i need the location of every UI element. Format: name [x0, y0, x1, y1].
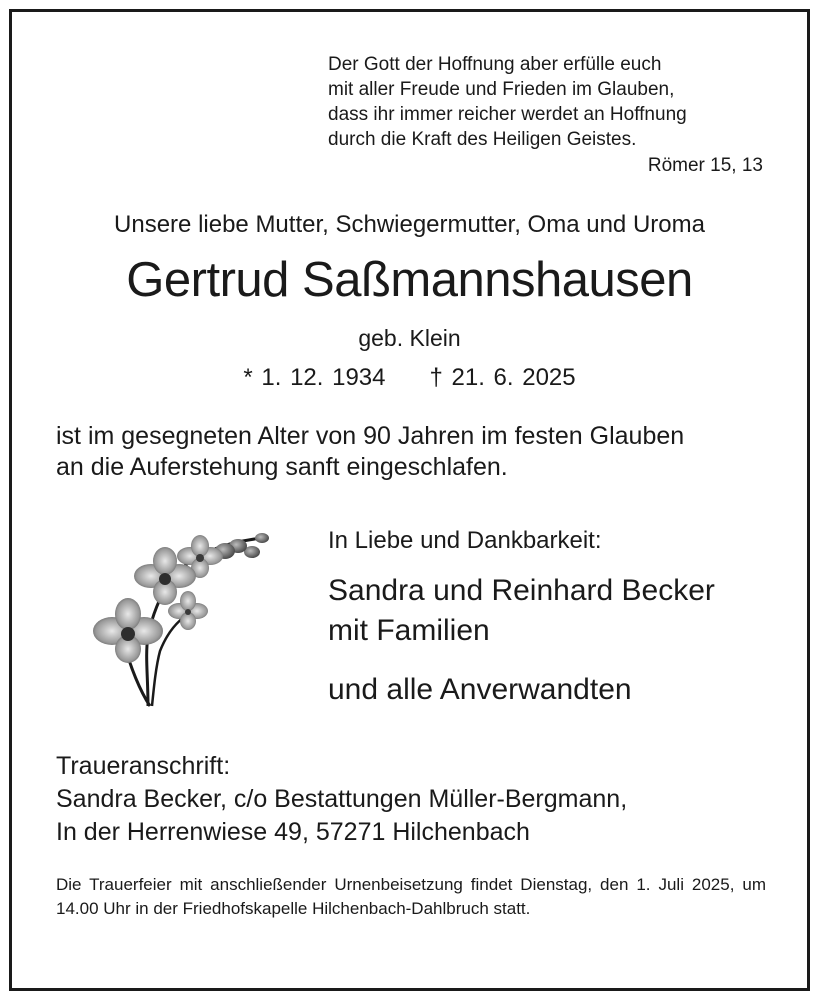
birth-date: * 1. 12. 1934: [243, 364, 386, 391]
verse-line: durch die Kraft des Heiligen Geistes.: [328, 129, 637, 150]
family-line: Sandra und Reinhard Becker: [328, 574, 715, 607]
death-date: † 21. 6. 2025: [429, 364, 576, 391]
funeral-notice: Die Trauerfeier mit anschließender Urnenbeisetzung findet Dienstag, den 1. Juli 2025, um 14.00 Uhr in der Friedhofskapelle Hilchenbach-Dahlbruch statt.: [56, 875, 766, 918]
verse-reference: Römer 15, 13: [647, 155, 763, 176]
maiden-name: geb. Klein: [358, 325, 461, 351]
orchid-icon: [90, 526, 280, 711]
family-line: mit Familien: [328, 614, 490, 647]
address-line: Sandra Becker, c/o Bestattungen Müller-Bergmann,: [56, 785, 628, 813]
orchid-illustration: [90, 526, 280, 711]
verse-line: dass ihr immer reicher werdet an Hoffnung: [328, 104, 687, 125]
relatives-line: und alle Anverwandten: [328, 673, 632, 706]
address-heading: Traueranschrift:: [56, 752, 231, 780]
statement-line: an die Auferstehung sanft eingeschlafen.: [56, 453, 508, 481]
intro-line: Unsere liebe Mutter, Schwiegermutter, Oma und Uroma: [114, 211, 705, 238]
statement-line: ist im gesegneten Alter von 90 Jahren im festen Glauben: [56, 422, 685, 450]
gratitude-line: In Liebe und Dankbarkeit:: [328, 527, 602, 554]
deceased-name: Gertrud Saßmannshausen: [126, 253, 693, 307]
verse-line: Der Gott der Hoffnung aber erfülle euch: [328, 54, 662, 75]
bible-verse: [328, 52, 687, 152]
statement: [56, 421, 684, 483]
life-dates: [0, 364, 819, 392]
mourning-address: [56, 750, 627, 849]
address-line: In der Herrenwiese 49, 57271 Hilchenbach: [56, 818, 530, 846]
family-names: [328, 571, 715, 651]
verse-line: mit aller Freude und Frieden im Glauben,: [328, 79, 675, 100]
